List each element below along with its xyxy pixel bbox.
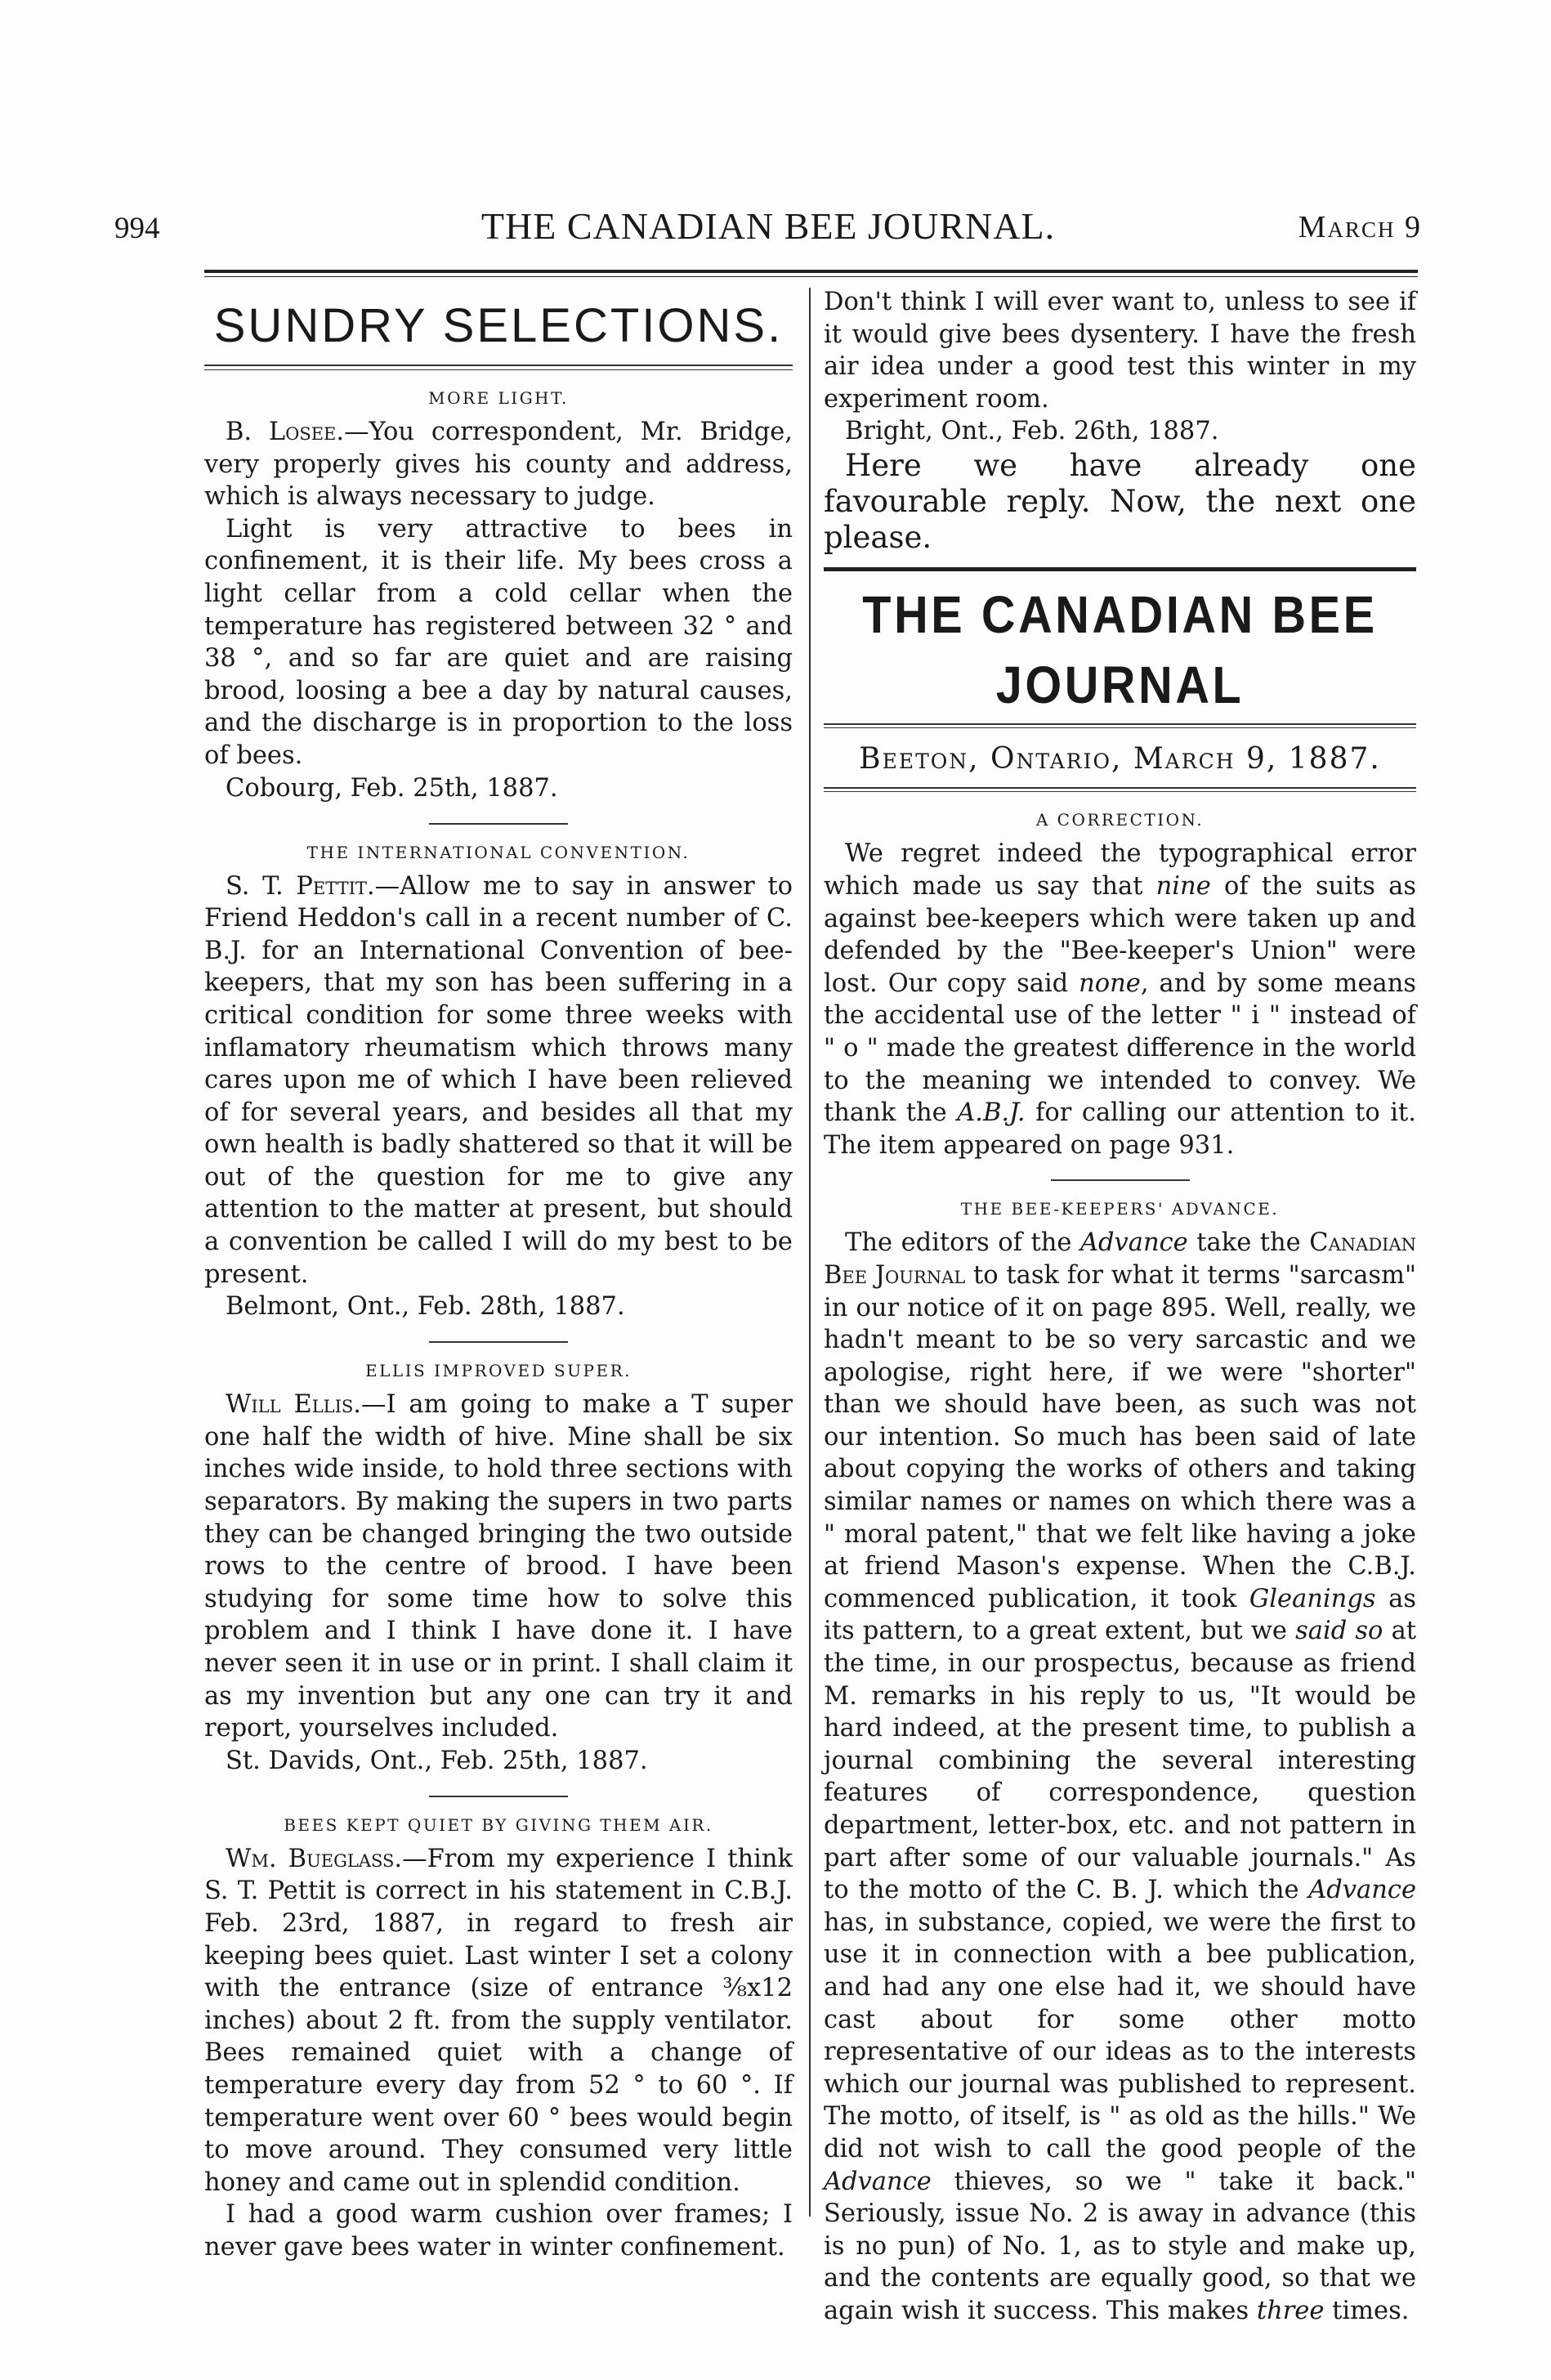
- separator-rule: [429, 1796, 568, 1797]
- left-column: [204, 278, 793, 2264]
- dateline: Beeton, Ontario, March 9, 1887.: [859, 742, 1381, 776]
- emphasis: Advance: [1079, 1228, 1188, 1258]
- article-body: We regret indeed the typographical error which made us say that nine of the suits as against bee-keepers which were taken up and defended by the "Bee-keeper's Union" were lost. Our copy said none, and by some means the accidental use of the letter " i " instead of " o " made the greatest difference in the world to the meaning we intended to convey. We thank the A.B.J. for calling our attention to it. The item appeared on page 931.: [824, 839, 1416, 1160]
- article-correction: [824, 808, 1416, 1161]
- body-text: —From my experience I think S. T. Pettit is correct in his statement in C.B.J. Feb. 23rd, 1887, in regard to fresh air keeping bees quiet. Last winter I set a colony with the entrance (size of entrance ⅜x12 inches) about 2 ft. from the supply ventilator. Bees remained quiet with a change of temperature every day from 52 ° to 60 °. If temperature went over 60 ° bees would begin to move around. They consumed very little honey and came out in splendid condition.: [204, 1844, 793, 2197]
- header-rule-thin: [204, 276, 1418, 277]
- article-heading: THE INTERNATIONAL CONVENTION.: [306, 842, 691, 862]
- article-body: [204, 1389, 793, 1745]
- article-advance: [824, 1197, 1416, 2327]
- emphasis: said so: [1295, 1617, 1383, 1646]
- issue-date: March 9: [1298, 210, 1422, 244]
- continued-text: Don't think I will ever want to, unless to see if it would give bees dysentery. I have the fresh air idea under a good test this winter in my experiment room.: [824, 288, 1416, 414]
- emphasis: A.B.J.: [957, 1098, 1026, 1128]
- emphasis: Advance: [1308, 1876, 1416, 1905]
- signature-line: St. Davids, Ont., Feb. 25th, 1887.: [226, 1746, 648, 1775]
- right-column: [824, 278, 1416, 2328]
- emphasis: three: [1256, 2296, 1325, 2325]
- signature-line: Bright, Ont., Feb. 26th, 1887.: [845, 417, 1219, 446]
- masthead-rule: [824, 723, 1416, 725]
- article-heading: A CORRECTION.: [1035, 810, 1205, 830]
- article-ellis-super: [204, 1359, 793, 1778]
- author-name: Wm. Bueglass.: [226, 1844, 403, 1873]
- emphasis: Advance: [824, 2167, 932, 2196]
- body-text: —You correspondent, Mr. Bridge, very properly gives his county and address, which is always necessary to judge.: [204, 418, 793, 512]
- emphasis: nine: [1155, 871, 1211, 901]
- journal-name: Canadian Bee Journal: [824, 1228, 1416, 1290]
- article-body: Light is very attractive to bees in confinement, it is their life. My bees cross a light cellar from a cold cellar when the temperature has registered between 32 ° and 38 °, and so far are quiet and are raising brood, loosing a bee a day by natural causes, and the discharge is in proportion to the loss of bees.: [204, 514, 793, 770]
- signature-line: Cobourg, Feb. 25th, 1887.: [226, 773, 558, 803]
- article-body: [204, 1843, 793, 2199]
- dateline-rule-thin: [824, 791, 1416, 792]
- separator-rule: [429, 823, 568, 825]
- article-body: The editors of the Advance take the Canadian Bee Journal to task for what it terms "sarcasm" in our notice of it on page 895. Well, really, we hadn't meant to be so very sarcastic and we apologise, right here, if we were "shorter" than we should have been, as such was not our intention. So much has been said of late about copying the works of others and taking similar names or names on which there was a " moral patent," that we felt like having a joke at friend Mason's expense. When the C.B.J. commenced publication, it took Gleanings as its pattern, to a great extent, but we said so at the time, in our prospectus, because as friend M. remarks in his reply to us, "It would be hard indeed, at the present time, to publish a journal combining the several interesting features of correspondence, question department, letter-box, etc. and not pattern in part after some of our valuable journals." As to the motto of the C. B. J. which the Advance has, in substance, copied, we were the first to use it in connection with a bee publication, and had any one else had it, we should have cast about for some other motto representative of our ideas as to the interests which our journal was published to represent. The motto, of itself, is " as old as the hills." We did not wish to call the good people of the Advance thieves, so we " take it back." Seriously, issue No. 2 is away in advance (this is no pun) of No. 1, as to style and make up, and the contents are equally good, so that we again wish it success. This makes three times.: [824, 1228, 1417, 2325]
- article-body: I had a good warm cushion over frames; I never gave bees water in winter confinement.: [204, 2200, 793, 2261]
- author-name: S. T. Pettit.: [226, 871, 375, 901]
- body-text: —I am going to make a T super one half the width of hive. Mine shall be six inches wide inside, to hold three sections with separators. By making the supers in two parts they can be changed bringing the two outside rows to the centre of brood. I have been studying for some time how to solve this problem and I think I have done it. I have never seen it in use or in print. I shall claim it as my invention but any one can try it and report, yourselves included.: [204, 1390, 793, 1743]
- section-title-rule-thin: [204, 369, 793, 370]
- masthead-rule-thin: [824, 727, 1416, 728]
- author-name: B. Losee.: [226, 418, 345, 446]
- section-title: SUNDRY SELECTIONS.: [213, 299, 784, 352]
- page-number: 994: [114, 212, 160, 245]
- separator-rule: [1051, 1179, 1190, 1181]
- separator-rule: [429, 1341, 568, 1343]
- emphasis: none: [1079, 969, 1141, 998]
- running-head: [114, 204, 1422, 253]
- article-heading: THE BEE-KEEPERS' ADVANCE.: [960, 1199, 1280, 1219]
- article-body: [204, 870, 793, 1291]
- editor-note: Here we have already one favourable reply. Now, the next one please.: [824, 448, 1416, 556]
- article-body: [204, 416, 793, 513]
- masthead: THE CANADIAN BEE JOURNAL: [862, 585, 1378, 715]
- column-divider: [809, 288, 811, 2217]
- section-title-rule: [204, 365, 793, 366]
- signature-line: Belmont, Ont., Feb. 28th, 1887.: [226, 1292, 625, 1322]
- article-heading: ELLIS IMPROVED SUPER.: [364, 1361, 632, 1381]
- author-name: Will Ellis.: [226, 1390, 361, 1420]
- article-convention: [204, 841, 793, 1324]
- journal-title: THE CANADIAN BEE JOURNAL.: [480, 205, 1056, 247]
- dateline-rule: [824, 787, 1416, 789]
- article-heading: BEES KEPT QUIET BY GIVING THEM AIR.: [284, 1814, 713, 1835]
- masthead-rule: [824, 567, 1416, 571]
- body-text: —Allow me to say in answer to Friend Heddon's call in a recent number of C. B.J. for an International Convention of bee-keepers, that my son has been suffering in a critical condition for some three weeks with inflamatory rheumatism which throws many cares upon me of which I have been relieved of for several years, and besides all that my own health is badly shattered so that it will be out of the question for me to give any attention to the matter at present, but should a convention be called I will do my best to be present.: [204, 871, 793, 1289]
- emphasis: Gleanings: [1249, 1584, 1376, 1613]
- article-heading: MORE LIGHT.: [428, 388, 569, 408]
- article-more-light: [204, 387, 793, 805]
- header-rule: [204, 270, 1418, 273]
- article-bees-air: [204, 1814, 793, 2264]
